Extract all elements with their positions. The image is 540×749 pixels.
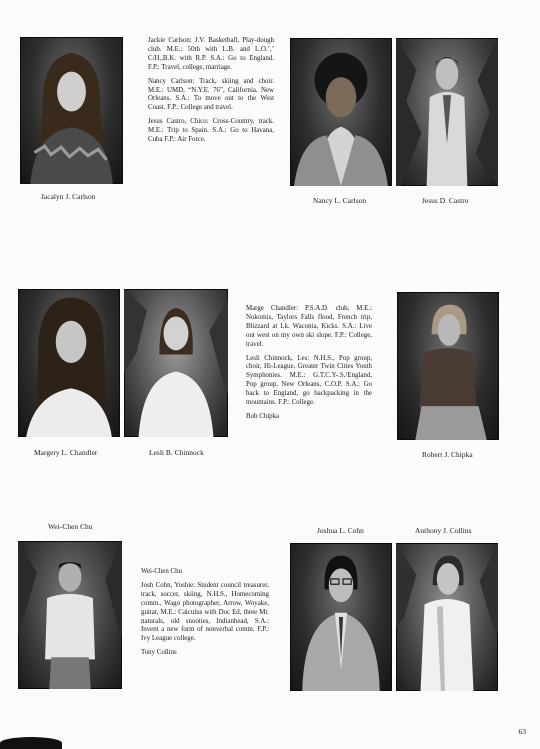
portrait-photo-icon [18, 289, 120, 437]
bio-paragraph: Bob Chipka [246, 412, 280, 420]
page-number: 63 [518, 727, 526, 736]
portrait-photo [290, 543, 392, 691]
portrait-photo [20, 37, 123, 184]
portrait-caption: Wei-Chen Chu [48, 522, 93, 531]
portrait-photo [124, 289, 228, 437]
bio-paragraph: Jesus Castro, Chico: Cross-Country, track. M.E.: Trip to Spain. S.A.: Go to Havana, Cuba F.P.: Air Force. [148, 118, 274, 144]
portrait-photo-icon [290, 38, 392, 186]
bio-paragraph: Nancy Carlson: Track, skiing and choir. M.E.: UMD, “N.Y.E. 76”, California. New Orleans. S.A.: To move out to the West Coast. F.P.: College and travel. [148, 77, 274, 112]
portrait-caption: Robert J. Chipka [422, 450, 473, 459]
portrait-caption: Jesus D. Castro [422, 196, 469, 205]
bio-paragraph: Jackie Carlson: J.V. Basketball, Play-dough club. M.E.: 50th with L.B. and L.O.’,’ C/H.,B.K. with R.P. S.A.: Go to England. F.P.: Travel, college, marriage. [148, 37, 274, 71]
portrait-photo [396, 543, 498, 691]
bio-paragraph: Lesli Chinnock, Les: N.H.S., Pop group, choir, Hi-League, Greater Twin Cities Youth Symphonies. M.E.: G.T.C.Y-.S./England, Pop group, New Orleans, C.O.P. S.A.: Go back to England, go backpacking in the mountains. F.P.: College. [246, 354, 372, 407]
ink-blot [0, 737, 62, 749]
portrait-caption: Jacalyn J. Carlson [41, 192, 96, 201]
bio-paragraph: Tony Collins [141, 649, 177, 657]
portrait-caption: Nancy L. Carlson [313, 196, 367, 205]
portrait-photo-icon [20, 37, 123, 184]
portrait-photo [18, 541, 122, 689]
portrait-photo [396, 38, 498, 186]
portrait-photo [290, 38, 392, 186]
bio-paragraph: Josh Cohn, Yoshie: Student council treasurer, track, soccer, skiing, N.H.S., Homecoming comm., Wago photographer, Arrow, Woyake, guitar, M.E.: Calculus with Doc Ed, three Mr. naturals, old snooties, Indianhead, S.A.: Invent a new form of nonverbal comm. F.P.: Ivy League college. [141, 581, 269, 643]
portrait-caption: Joshua L. Cohn [317, 526, 364, 535]
portrait-photo-icon [396, 543, 498, 691]
portrait-photo-icon [18, 541, 122, 689]
portrait-caption: Margery L. Chandler [34, 448, 98, 457]
portrait-photo-icon [396, 38, 498, 186]
portrait-caption: Lesli B. Chinnock [149, 448, 204, 457]
bio-text-block [148, 37, 274, 150]
bio-paragraph: Wei-Chen Chu [141, 568, 182, 575]
bio-text-block [246, 305, 372, 427]
portrait-photo-icon [290, 543, 392, 691]
portrait-photo [397, 292, 499, 440]
portrait-photo-icon [397, 292, 499, 440]
bio-text-block [141, 568, 269, 663]
bio-paragraph: Marge Chandler: P.S.A.D. club, M.E.: Nokomis, Taylors Falls flood, French trip, Blizzard at Lk. Waconia, Kicks. S.A.: Live out west on my own ski slope. F.P.: College, travel. [246, 305, 372, 348]
portrait-caption: Anthony J. Collins [415, 526, 472, 535]
portrait-photo-icon [124, 289, 228, 437]
portrait-photo [18, 289, 120, 437]
